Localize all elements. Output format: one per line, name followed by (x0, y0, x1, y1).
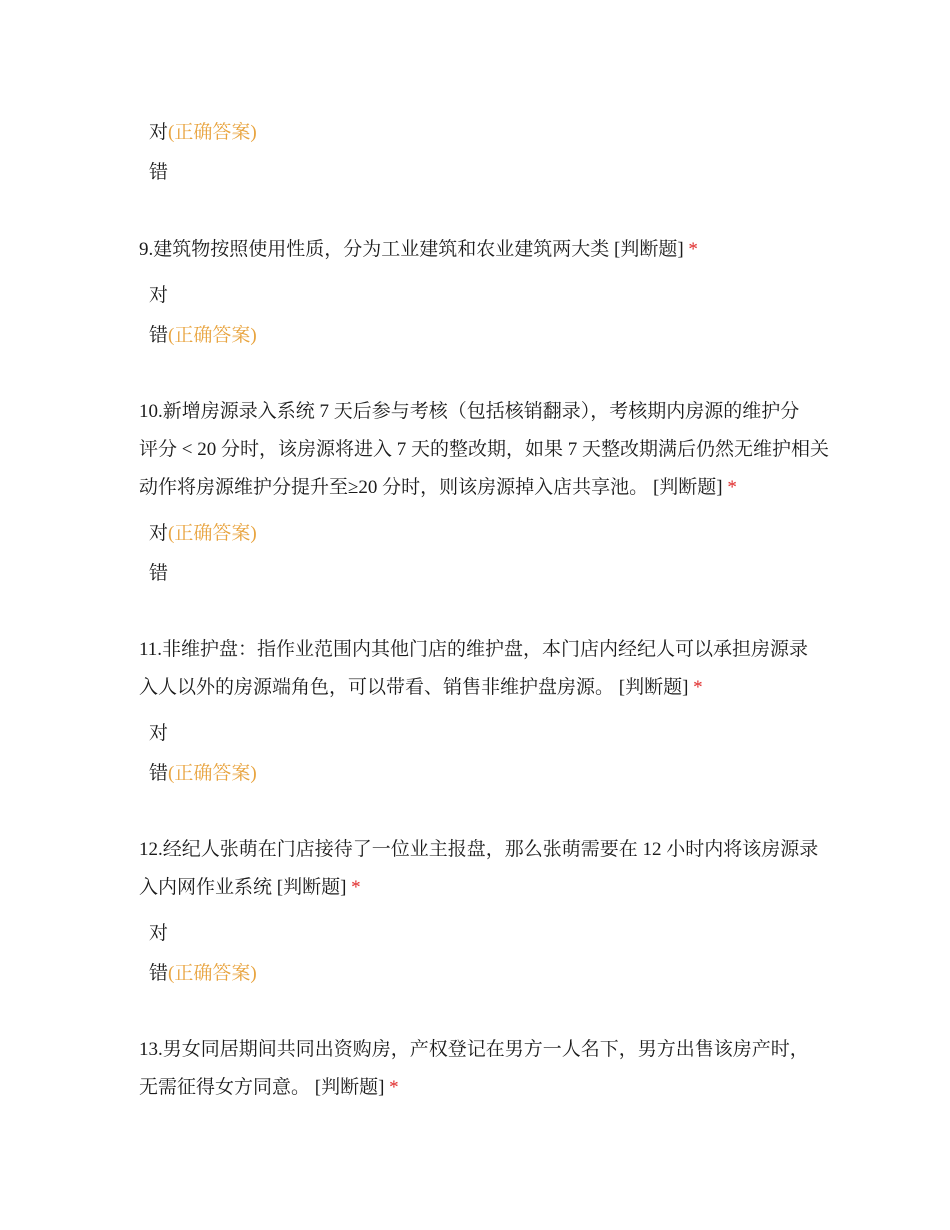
question-line (139, 431, 829, 469)
option-label: 对 (149, 523, 169, 544)
q9-option-false[interactable] (149, 324, 257, 348)
question-text: 动作将房源维护分提升至≥20 分时，则该房源掉入店共享池。 (139, 477, 649, 498)
question-text: 非维护盘：指作业范围内其他门店的维护盘，本门店内经纪人可以承担房源录 (162, 639, 809, 660)
question-line (139, 669, 829, 707)
q9-option-true[interactable] (149, 284, 168, 308)
question-line (139, 631, 829, 669)
question-line (139, 469, 829, 507)
question-line (139, 231, 829, 269)
question-line (139, 831, 829, 869)
question-10 (139, 393, 829, 507)
q12-option-true[interactable] (149, 922, 168, 946)
option-label: 错 (149, 763, 169, 784)
option-label: 错 (149, 162, 169, 183)
question-line (139, 1069, 829, 1107)
required-mark: * (688, 239, 698, 260)
option-label: 错 (149, 563, 169, 584)
q11-option-false[interactable] (149, 762, 257, 786)
question-line (139, 393, 829, 431)
correct-answer-tag: (正确答案) (168, 122, 257, 143)
option-label: 对 (149, 285, 169, 306)
option-label: 错 (149, 325, 169, 346)
q10-option-false[interactable] (149, 562, 168, 586)
question-number: 9. (139, 239, 154, 260)
question-11 (139, 631, 829, 707)
question-text: 经纪人张萌在门店接待了一位业主报盘，那么张萌需要在 12 小时内将该房源录 (162, 839, 819, 860)
q12-option-false[interactable] (149, 962, 257, 986)
question-text: 建筑物按照使用性质，分为工业建筑和农业建筑两大类 (153, 239, 610, 260)
required-mark: * (351, 877, 361, 898)
option-label: 对 (149, 923, 169, 944)
option-label: 对 (149, 723, 169, 744)
question-type: [判断题] (618, 677, 689, 698)
question-number: 12. (139, 839, 163, 860)
question-12 (139, 831, 829, 907)
q10-option-true[interactable] (149, 522, 257, 546)
question-text: 男女同居期间共同出资购房，产权登记在男方一人名下，男方出售该房产时， (162, 1039, 809, 1060)
correct-answer-tag: (正确答案) (168, 963, 257, 984)
required-mark: * (727, 477, 737, 498)
question-9 (139, 231, 829, 269)
question-text: 入内网作业系统 (139, 877, 273, 898)
question-type: [判断题] (314, 1077, 385, 1098)
question-text: 无需征得女方同意。 (139, 1077, 311, 1098)
required-mark: * (693, 677, 703, 698)
q8-option-true[interactable] (149, 121, 257, 145)
q11-option-true[interactable] (149, 722, 168, 746)
question-number: 13. (139, 1039, 163, 1060)
question-line (139, 869, 829, 907)
question-type: [判断题] (652, 477, 723, 498)
correct-answer-tag: (正确答案) (168, 523, 257, 544)
question-13 (139, 1031, 829, 1107)
question-number: 10. (139, 401, 163, 422)
question-type: [判断题] (614, 239, 684, 260)
q8-option-false[interactable] (149, 161, 168, 185)
option-label: 对 (149, 122, 169, 143)
option-label: 错 (149, 963, 169, 984)
required-mark: * (389, 1077, 399, 1098)
question-text: 新增房源录入系统 7 天后参与考核（包括核销翻录），考核期内房源的维护分 (162, 401, 800, 422)
question-type: [判断题] (276, 877, 347, 898)
question-text: 评分 < 20 分时，该房源将进入 7 天的整改期，如果 7 天整改期满后仍然无维护相关 (139, 439, 829, 460)
question-number: 11. (139, 639, 163, 660)
question-text: 入人以外的房源端角色，可以带看、销售非维护盘房源。 (139, 677, 615, 698)
question-line (139, 1031, 829, 1069)
correct-answer-tag: (正确答案) (168, 325, 257, 346)
correct-answer-tag: (正确答案) (168, 763, 257, 784)
